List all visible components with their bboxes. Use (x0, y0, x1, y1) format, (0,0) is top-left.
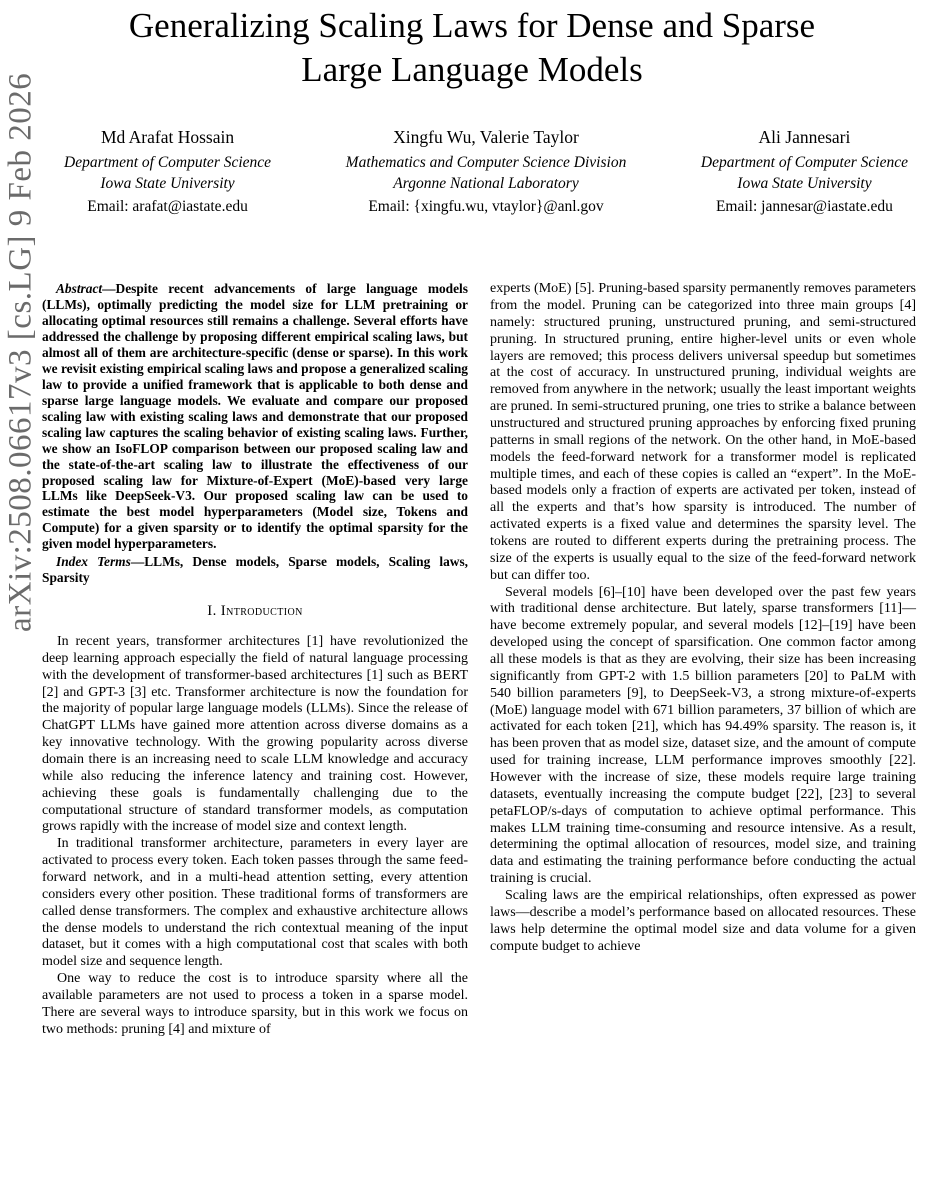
right-column (490, 281, 916, 1039)
abstract-label: Abstract (56, 281, 103, 297)
author-email: Email: {xingfu.wu, vtaylor}@anl.gov (368, 197, 604, 215)
abstract-text: —Despite recent advancements of large language models (LLMs), optimally predicting the model size for LLM pretraining or allocating optimal resources still remains a challenge. Several efforts have addressed the challenge by proposing different empirical scaling laws, but almost all of them are architecture-specific (dense or sparse). In this work we revisit existing empirical scaling laws and propose a generalized scaling law to provide a unified framework that is applicable to both dense and sparse large language models. We evaluate and compare our proposed scaling law with existing scaling laws and demonstrate that our proposed scaling law captures the scaling behavior of existing scaling laws. Further, we show an IsoFLOP comparison between our proposed scaling law and the state-of-the-art scaling law to illustrate the effectiveness of our proposed scaling law for Mixture-of-Expert (MoE)-based very large LLMs like DeepSeek-V3. Our proposed scaling law can be used to estimate the best model hyperparameters (Model size, Tokens and Compute) for a given sparsity or to identify the optimal sparsity for the given model hyperparameters. (42, 281, 468, 552)
author-name: Md Arafat Hossain (100, 127, 235, 148)
index-terms-text: —LLMs, Dense models, Sparse models, Scaling laws, Sparsity (42, 554, 468, 586)
author-department: Mathematics and Computer Science Division (345, 153, 627, 171)
paragraph: One way to reduce the cost is to introduce sparsity where all the available parameters are not used to process a token in a sparse model. There are several ways to introduce sparsity, but in this work we focus on two methods: pruning [4] and mixture of (42, 971, 468, 1037)
author-institution: Iowa State University (100, 175, 235, 193)
paper-page: arXiv:2508.06617v3 [cs.LG] 9 Feb 2026 Generalizing Scaling Laws for Dense and Sparse Large Language Models Md Arafat Hossain Department of Computer Science Iowa State University Email: arafat@iastate.edu Xingfu Wu, Valerie Taylor Mathematics and Computer Science Division Argonne National Laboratory Email: {xingfu.wu, vtaylor}@anl.gov Ali Jannesari Department of Computer Science Iowa State University Email: jannesar@iastate.edu Abstract—Despite recent advancements of large language models (LLMs), optimally predicting the model size for LLM pretraining or allocating optimal resources still remains a challenge. Several efforts have addressed the challenge by proposing different empirical scaling laws, but almost all of them are architecture-specific (dense or sparse). In this work we revisit existing empirical scaling laws and propose a generalized scaling law to provide a unified framework that is applicable to both dense and sparse large language models. We evaluate and compare our proposed scaling law with existing scaling laws and demonstrate that our proposed scaling law captures the scaling behavior of existing scaling laws. Further, we show an IsoFLOP comparison between our proposed scaling law and the state-of-the-art scaling law to illustrate the effectiveness of our proposed scaling law for Mixture-of-Expert (MoE)-based very large LLMs like DeepSeek-V3. Our proposed scaling law can be used to estimate the best model hyperparameters (Model size, Tokens and Compute) for a given sparsity or to identify the optimal sparsity for the given model hyperparameters. Index Terms—LLMs, Dense models, Sparse models, Scaling laws, Sparsity I. Introduction In recent years, transformer architectures [1] have revolutionized the deep learning approach especially the field of natural language processing with the development of transformer-based architectures [1] such as BERT [2] and GPT-3 [3] etc. Transformer architecture is now the foundation for the majority of popular large language models (LLMs). Since the release of ChatGPT LLMs have gained more attention across diverse domains as a key innovative technology. With the growing popularity across diverse domain there is an increasing need to scale LLM knowledge and accuracy while also reducing the inference latency and training cost. However, achieving these goals is fundamentally challenging due to the computational structure of standard transformer models, as computation grows rapidly with the increase of model size and context length. In traditional transformer architecture, parameters in every layer are activated to process every token. Each token passes through the same feed-forward network, and in a multi-head attention setting, every attention considers every other position. These traditional forms of transformers are called dense transformers. The complex and exhaustive architecture allows the dense models to understand the rich contextual meaning of the input dataset, but it comes with a high computational cost that scales with both model size and sequence length. One way to reduce the cost is to introduce sparsity where all the available parameters are not used to process a token in a sparse model. There are several ways to introduce sparsity, but in this work we focus on two methods: pruning [4] and mixture of experts (MoE) [5]. Pruning-based sparsity permanently removes parameters from the model. Pruning can be categorized into three main groups [4] namely: structured pruning, unstructured pruning, and semi-structured pruning. In structured pruning, entire higher-level units or even whole layers are removed; this process delivers universal speedup but sometimes at the cost of accuracy. In unstructured pruning, individual weights are removed from anywhere in the network; usually the least important weights are pruned. In semi-structured pruning, one tries to strike a balance between unstructured and structured pruning approaches by enforcing fixed pruning patterns in small regions of the network. On the other hand, in MoE-based models the feed-forward network for a transformer model is replicated multiple times, and each of these copies is called an “expert”. In the MoE-based models only a fraction of experts are activated per token, instead of all the experts and that’s how sparsity is introduced. The number of activated experts is a fixed value and determines the sparsity level. The tokens are routed to different experts during the pretraining process. The size of the experts is usually equal to the size of the feed-forward network but can differ too. Several models [6]–[10] have been developed over the past few years with traditional dense architecture. But lately, sparse transformers [11]—have become extremely popular, and several models [12]–[19] have been developed using the concept of sparsification. One common factor among all these models is that as they are evolving, their size has been increasing significantly from GPT-2 with 1.5 billion parameters [20] to PaLM with 540 billion parameters [9], to DeepSeek-V3, a strong mixture-of-experts (MoE) language model with 671 billion parameters, 37 billion of which are activated for each token [21], which has 94.49% sparsity. The reason is, it has been proven that as model size, dataset size, and the amount of compute used for training increase, LLM performance improves smoothly [22]. However with the increase of size, these models require large training datasets, eventually increasing the compute budget [22], [23] to several petaFLOP/s-days of computation to achieve optimal performance. This makes LLM training time-consuming and resource intensive. As a result, determining the optimal allocation of resources, model size, and training data and estimating the training performance before conducting the actual training is crucial. Scaling laws are the empirical relationships, often expressed as power laws—describe a model’s performance based on allocated resources. These laws help determine the optimal model size and data volume for a given compute budget to achieve (0, 0, 944, 1200)
paragraph: Several models [6]–[10] have been developed over the past few years with traditional dense architecture. But lately, sparse transformers [11]—have become extremely popular, and several models [12]–[19] have been developed using the concept of sparsification. One common factor among all these models is that as they are evolving, their size has been increasing significantly from GPT-2 with 1.5 billion parameters [20] to PaLM with 540 billion parameters [9], to DeepSeek-V3, a strong mixture-of-experts (MoE) language model with 671 billion parameters, 37 billion of which are activated for each token [21], which has 94.49% sparsity. The reason is, it has been proven that as model size, dataset size, and the amount of compute used for training increase, LLM performance improves smoothly [22]. However with the increase of size, these models require large training datasets, eventually increasing the compute budget [22], [23] to several petaFLOP/s-days of computation to achieve optimal performance. This makes LLM training time-consuming and resource intensive. As a result, determining the optimal allocation of resources, model size, and training data and estimating the training performance before conducting the actual training is crucial. (490, 584, 916, 887)
paper-title (0, 0, 944, 92)
author-email: Email: jannesar@iastate.edu (715, 197, 893, 215)
index-terms (42, 554, 468, 586)
author-block-2 (346, 126, 627, 217)
author-email: Email: arafat@iastate.edu (87, 197, 248, 215)
paragraph: experts (MoE) [5]. Pruning-based sparsity permanently removes parameters from the model. Pruning can be categorized into three main groups [4] namely: structured pruning, unstructured pruning, and semi-structured pruning. In structured pruning, entire higher-level units or even whole layers are removed; this process delivers universal speedup but sometimes at the cost of accuracy. In unstructured pruning, individual weights are removed from anywhere in the network; usually the least important weights are pruned. In semi-structured pruning, one tries to strike a balance between unstructured and structured pruning approaches by enforcing fixed pruning patterns in small regions of the network. On the other hand, in MoE-based models the feed-forward network for a transformer model is replicated multiple times, and each of these copies is called an “expert”. In the MoE-based models only a fraction of experts are activated per token, instead of all the experts and that’s how sparsity is introduced. The number of activated experts is a fixed value and determines the sparsity level. The tokens are routed to different experts during the pretraining process. The size of the experts is usually equal to the size of the feed-forward network but can differ too. (490, 281, 916, 583)
author-institution: Argonne National Laboratory (393, 175, 579, 193)
paper-title-line2: Large Language Models (301, 50, 643, 90)
paragraph: In traditional transformer architecture, parameters in every layer are activated to process every token. Each token passes through the same feed-forward network, and in a multi-head attention setting, every attention considers every other position. These traditional forms of transformers are called dense transformers. The complex and exhaustive architecture allows the dense models to understand the rich contextual meaning of the input dataset, but it comes with a high computational cost that scales with both model size and sequence length. (42, 836, 468, 970)
abstract (42, 281, 468, 552)
section-heading-introduction: I. Introduction (207, 603, 303, 620)
paragraph: Scaling laws are the empirical relationships, often expressed as power laws—describe a model’s performance based on allocated resources. These laws help determine the optimal model size and data volume for a given compute budget to achieve (490, 888, 916, 954)
index-terms-label: Index Terms (56, 554, 131, 570)
author-row (0, 126, 944, 217)
two-column-body (0, 281, 944, 1039)
author-name: Xingfu Wu, Valerie Taylor (393, 127, 579, 148)
author-block-1 (64, 126, 271, 217)
author-block-3 (701, 126, 908, 217)
paper-header (0, 0, 944, 217)
left-column (42, 281, 468, 1039)
author-department: Department of Computer Science (700, 153, 908, 171)
author-department: Department of Computer Science (64, 153, 272, 171)
paragraph: In recent years, transformer architectures [1] have revolutionized the deep learning approach especially the field of natural language processing with the development of transformer-based architectures [1] such as BERT [2] and GPT-3 [3] etc. Transformer architecture is now the foundation for the majority of popular large language models (LLMs). Since the release of ChatGPT LLMs have gained more attention across diverse domains as a key innovative technology. With the growing popularity across diverse domain there is an increasing need to scale LLM knowledge and accuracy while also reducing the inference latency and training cost. However, achieving these goals is fundamentally challenging due to the computational structure of standard transformer models, as computation grows rapidly with the increase of model size and context length. (42, 634, 468, 835)
author-name: Ali Jannesari (758, 127, 851, 148)
author-institution: Iowa State University (737, 175, 872, 193)
paper-title-line1: Generalizing Scaling Laws for Dense and Sparse (128, 6, 816, 45)
